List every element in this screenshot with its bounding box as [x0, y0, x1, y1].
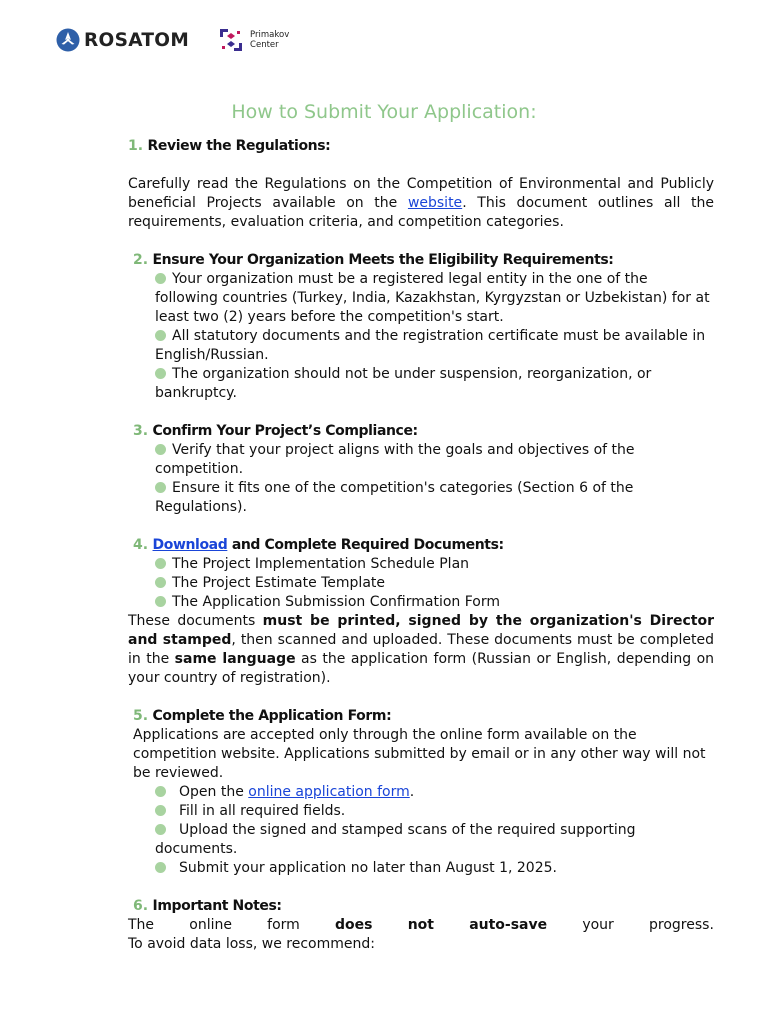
bullet-dot-icon: [155, 805, 166, 816]
section-3-title: Confirm Your Project’s Compliance:: [152, 423, 418, 439]
bullet-text: Open the: [179, 784, 249, 800]
bullet-dot-icon: [155, 330, 166, 341]
section-4-bullet-3: [155, 593, 714, 612]
section-2-bullet-1: [155, 270, 714, 327]
bullet-text: Your organization must be a registered legal entity in the one of the following countries (Turkey, India, Kazakhstan, Kyrgyzstan or Uzbekistan) for at least two (2) years before the competition's start.: [155, 271, 710, 325]
section-6-heading: [133, 897, 714, 916]
word: The: [128, 917, 155, 933]
section-5-bullet-4: [155, 859, 714, 878]
bullet-dot-icon: [155, 368, 166, 379]
website-link[interactable]: website: [407, 195, 463, 211]
section-3-bullet-1: [155, 441, 714, 479]
section-3-bullet-2: [155, 479, 714, 517]
section-4-text-a: These documents: [128, 613, 263, 629]
primakov-logo-line1: Primakov: [250, 30, 290, 40]
header-logos: [56, 28, 289, 52]
section-2-bullet-3: [155, 365, 714, 403]
section-4-number: 4.: [133, 537, 149, 553]
bullet-text: Upload the signed and stamped scans of the required supporting documents.: [155, 822, 636, 857]
bullet-text: The Application Submission Confirmation Form: [172, 594, 500, 610]
bullet-dot-icon: [155, 482, 166, 493]
page-title: How to Submit Your Application:: [231, 101, 537, 123]
bullet-text: Verify that your project aligns with the goals and objectives of the competition.: [155, 442, 635, 477]
primakov-logo: [219, 28, 289, 52]
section-4-paragraph: [128, 612, 714, 688]
section-2-heading: [133, 251, 714, 270]
word-bold: auto-save: [469, 917, 548, 933]
bullet-dot-icon: [155, 577, 166, 588]
section-6-line-1: [128, 916, 714, 935]
bullet-dot-icon: [155, 824, 166, 835]
bullet-text: Ensure it fits one of the competition's categories (Section 6 of the Regulations).: [155, 480, 634, 515]
section-4-bullet-1: [155, 555, 714, 574]
primakov-logo-line2: Center: [250, 40, 279, 50]
section-5-paragraph: Applications are accepted only through the online form available on the competition website. Applications submitted by email or in any other way will not be reviewed.: [133, 727, 706, 781]
section-4-text-bold-1: must be printed, signed by the organization's Director and stamped: [128, 613, 714, 648]
section-1-text-a: Carefully read the Regulations on the Competition of Environmental and Publicly beneficial Projects available on the: [128, 176, 714, 211]
download-link[interactable]: Download: [152, 537, 228, 553]
bullet-dot-icon: [155, 444, 166, 455]
bullet-text: The Project Estimate Template: [172, 575, 386, 591]
bullet-text: The organization should not be under suspension, reorganization, or bankruptcy.: [155, 366, 652, 401]
section-5-number: 5.: [133, 708, 149, 724]
bullet-text: All statutory documents and the registration certificate must be available in English/Russian.: [155, 328, 706, 363]
bullet-dot-icon: [155, 273, 166, 284]
primakov-logo-icon: [219, 28, 243, 52]
section-4-text-bold-2: same language: [174, 651, 296, 667]
bullet-dot-icon: [155, 558, 166, 569]
section-6-number: 6.: [133, 898, 149, 914]
section-4-bullet-2: [155, 574, 714, 593]
bullet-dot-icon: [155, 862, 166, 873]
bullet-text: The Project Implementation Schedule Plan: [172, 556, 470, 572]
section-4-text-e: as the application form (Russian or English, depending on your country of registration).: [128, 651, 715, 686]
section-3-number: 3.: [133, 423, 149, 439]
bullet-text: Submit your application no later than August 1, 2025.: [179, 860, 557, 876]
section-4-text-c: , then scanned and uploaded. These documents must be completed in the: [128, 632, 714, 667]
rosatom-logo: [56, 28, 189, 52]
bullet-dot-icon: [155, 786, 166, 797]
word: progress.: [649, 917, 714, 933]
bullet-text: Fill in all required fields.: [179, 803, 346, 819]
rosatom-wordmark: ROSATOM: [84, 29, 190, 51]
word: online: [189, 917, 232, 933]
bullet-dot-icon: [155, 596, 166, 607]
section-1-paragraph: [128, 175, 714, 232]
word-bold: not: [407, 917, 434, 933]
section-4-title: and Complete Required Documents:: [227, 537, 504, 553]
word-bold: does: [335, 917, 373, 933]
section-5-bullet-1: [155, 783, 714, 802]
document-body: [128, 137, 714, 954]
section-5-title: Complete the Application Form:: [152, 708, 392, 724]
rosatom-atom-icon: [56, 28, 80, 52]
section-2-bullet-2: [155, 327, 714, 365]
word: your: [582, 917, 614, 933]
section-1-text-b: . This document outlines all the requirements, evaluation criteria, and competition categories.: [128, 195, 714, 230]
section-3-heading: [133, 422, 714, 441]
section-6-title: Important Notes:: [152, 898, 282, 914]
section-4-heading: [133, 536, 714, 555]
word: form: [267, 917, 300, 933]
section-5-bullet-3: [155, 821, 714, 859]
section-5-heading: [133, 707, 714, 726]
section-6-line-2: To avoid data loss, we recommend:: [128, 936, 375, 952]
section-1-number: 1.: [128, 138, 144, 154]
section-1-heading: [128, 137, 714, 156]
section-5-bullet-2: [155, 802, 714, 821]
section-2-number: 2.: [133, 252, 149, 268]
online-application-form-link[interactable]: online application form: [248, 784, 410, 800]
section-1-title: Review the Regulations:: [147, 138, 331, 154]
section-2-title: Ensure Your Organization Meets the Eligibility Requirements:: [152, 252, 614, 268]
bullet-text-end: .: [409, 784, 415, 800]
